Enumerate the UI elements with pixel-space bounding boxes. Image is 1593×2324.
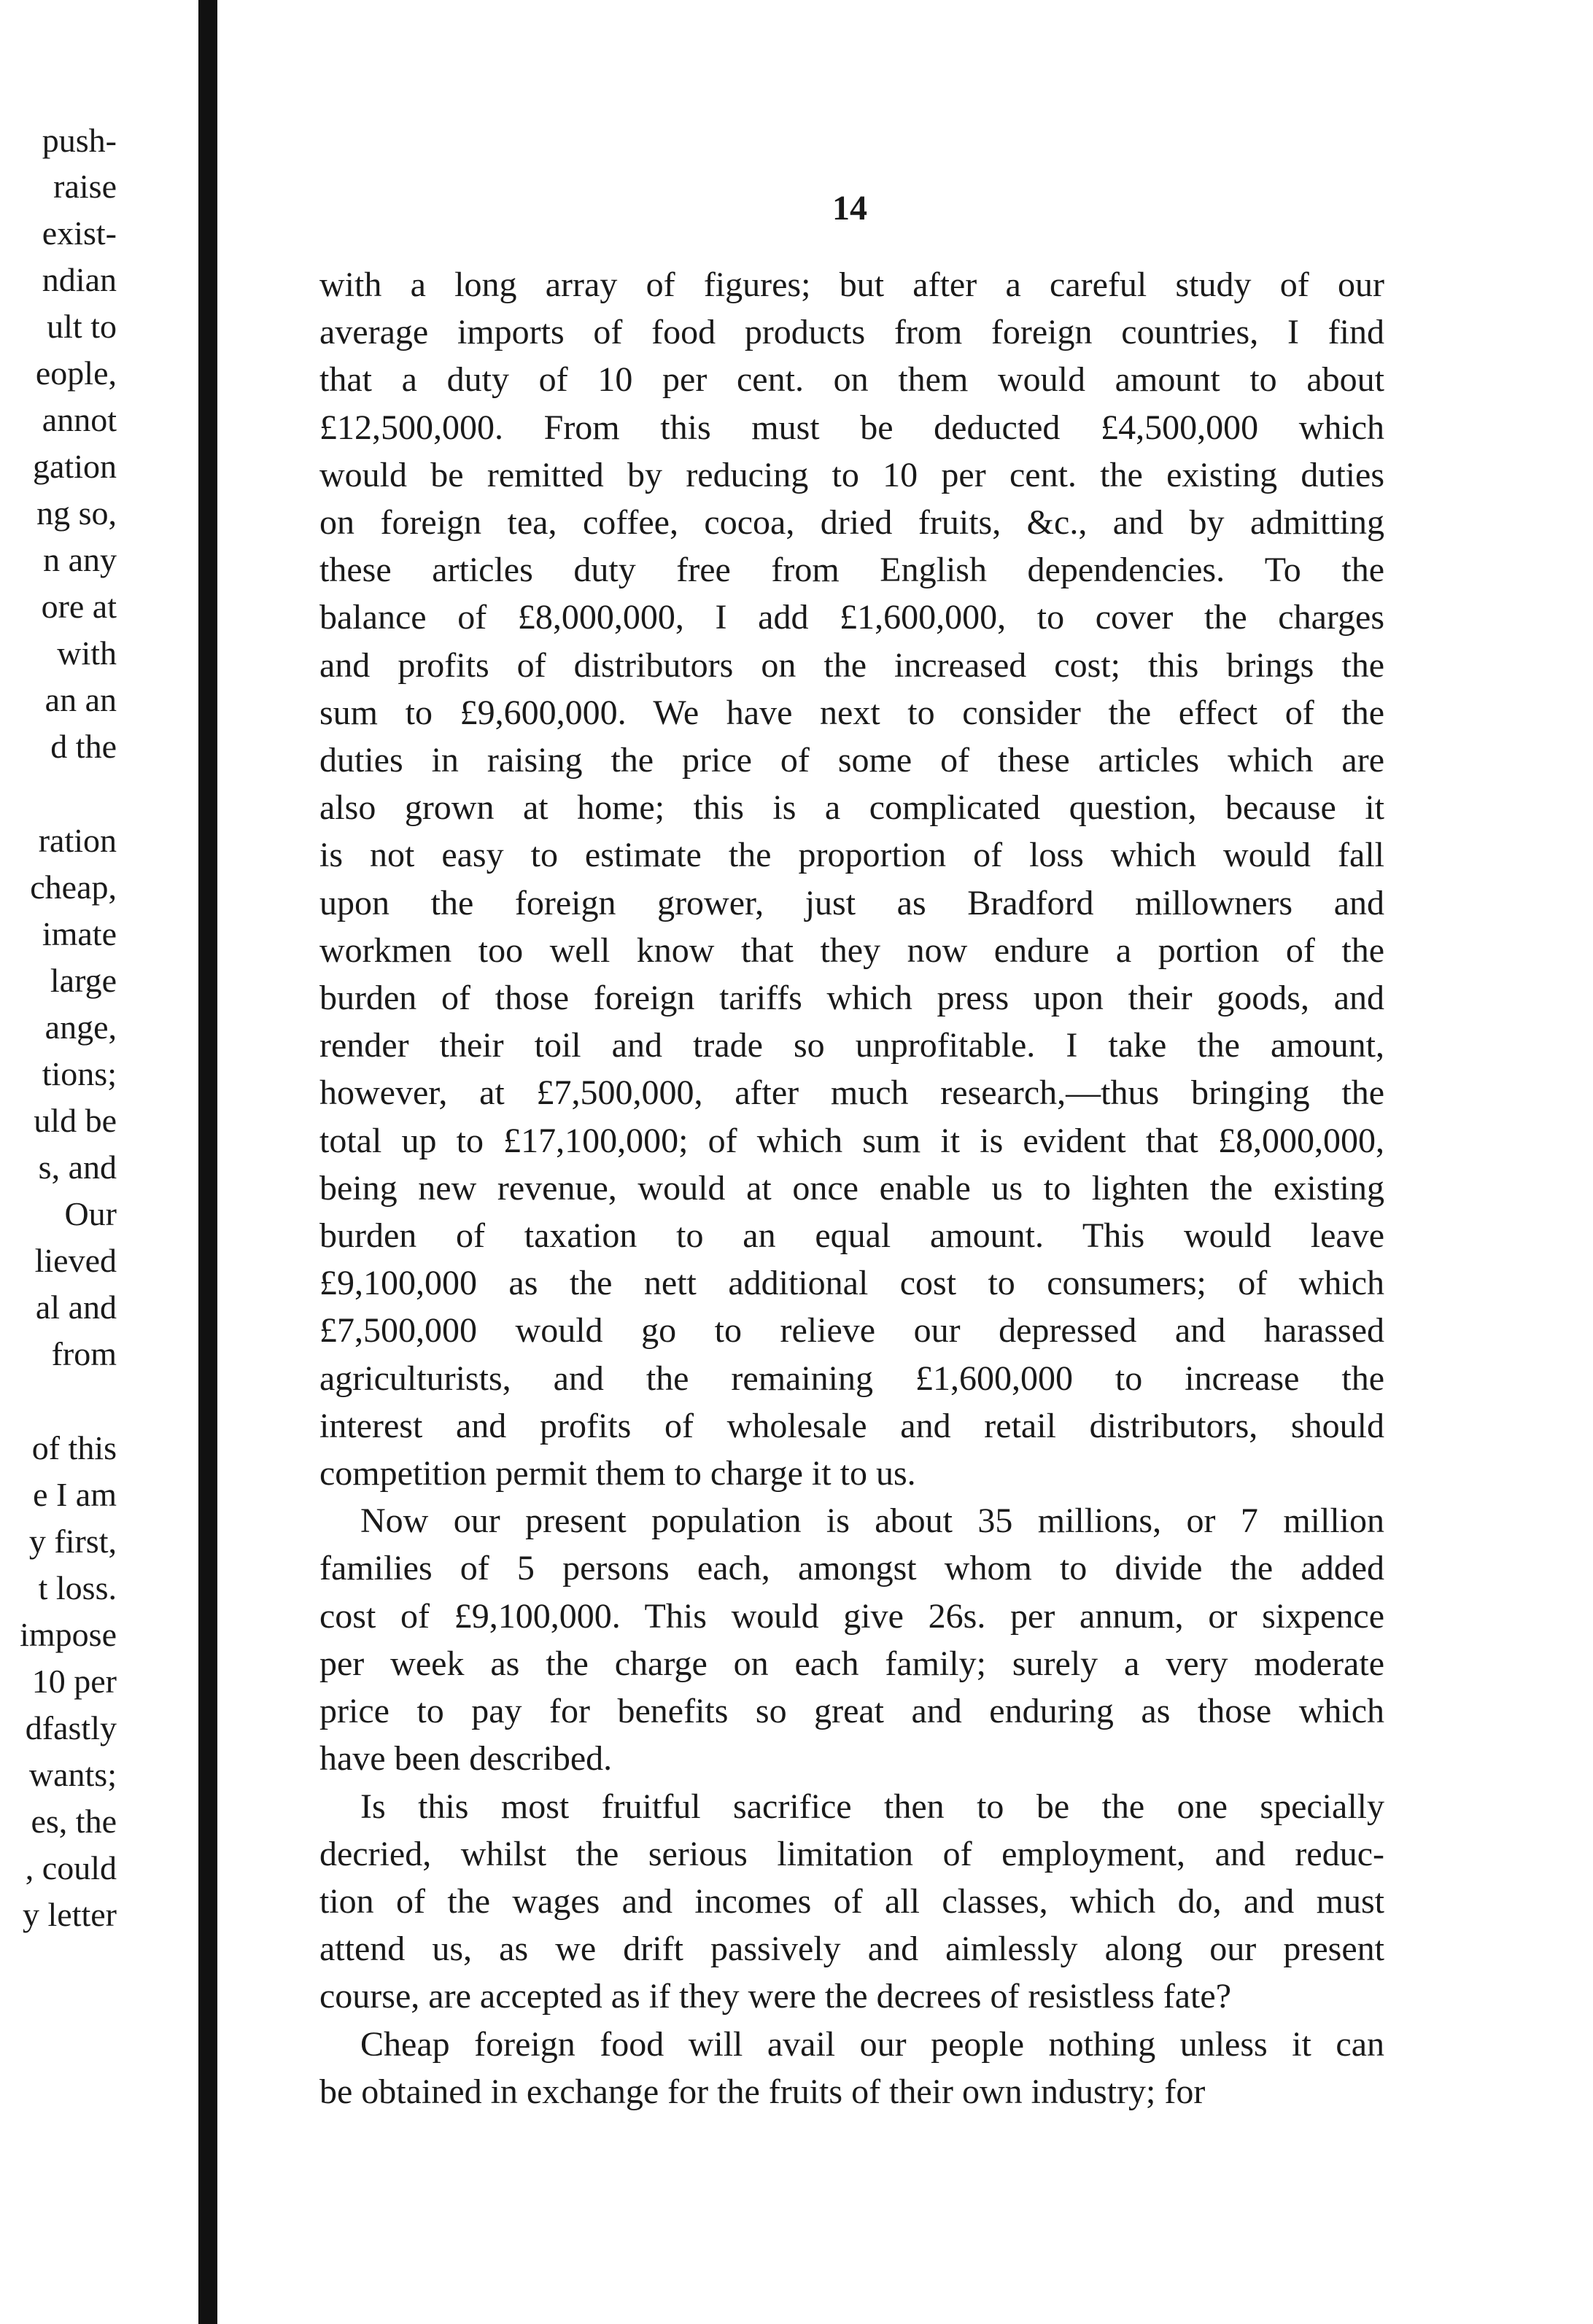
facing-page-line: tions; xyxy=(42,1055,117,1092)
text-line: and profits of distributors on the increased cost; this brings the xyxy=(319,645,1384,685)
text-line: total up to £17,100,000; of which sum it is evident that £8,000,000, xyxy=(319,1121,1384,1160)
text-line: cost of £9,100,000. This would give 26s. per annum, or sixpence xyxy=(319,1596,1384,1636)
text-line: price to pay for benefits so great and enduring as those which xyxy=(319,1692,1384,1731)
paragraph xyxy=(319,2021,1384,2115)
paragraph xyxy=(319,261,1384,1497)
text-line: render their toil and trade so unprofitable. I take the amount, xyxy=(319,1026,1384,1065)
facing-page-line: ration xyxy=(38,822,117,859)
text-line: balance of £8,000,000, I add £1,600,000, to cover the charges xyxy=(319,598,1384,637)
facing-page-line: eople, xyxy=(35,354,117,392)
text-line: £9,100,000 as the nett additional cost to consumers; of which xyxy=(319,1264,1384,1303)
text-line: Is this most fruitful sacrifice then to be the one specially xyxy=(360,1787,1384,1826)
text-line: course, are accepted as if they were the decrees of resistless fate? xyxy=(319,1977,1231,2016)
facing-page-line: e I am xyxy=(33,1476,117,1513)
facing-page-line: raise xyxy=(53,168,117,205)
facing-page-line: push- xyxy=(42,122,117,159)
page-gutter xyxy=(198,0,217,2324)
text-line: agriculturists, and the remaining £1,600,000 to increase the xyxy=(319,1359,1384,1398)
facing-page-line: gation xyxy=(33,448,117,485)
facing-page-line: from xyxy=(51,1335,117,1372)
text-line: families of 5 persons each, amongst whom to divide the added xyxy=(319,1549,1384,1588)
facing-page-line: exist- xyxy=(42,214,117,252)
text-line: these articles duty free from English dependencies. To the xyxy=(319,551,1384,590)
facing-page-line: of this xyxy=(31,1429,117,1466)
facing-page-line: imate xyxy=(42,915,117,952)
text-line: sum to £9,600,000. We have next to consider the effect of the xyxy=(319,693,1384,732)
paragraph xyxy=(319,1497,1384,1782)
text-line: average imports of food products from foreign countries, I find xyxy=(319,313,1384,352)
facing-page-line: with xyxy=(57,634,117,672)
text-line: upon the foreign grower, just as Bradford millowners and xyxy=(319,883,1384,922)
facing-page-line: uld be xyxy=(34,1102,117,1139)
text-line: interest and profits of wholesale and retail distributors, should xyxy=(319,1406,1384,1445)
facing-page-line: wants; xyxy=(28,1756,117,1793)
facing-page-line: ng so, xyxy=(36,494,117,532)
facing-page-line: ult to xyxy=(47,308,117,345)
facing-page-line: d the xyxy=(50,728,117,765)
text-line: duties in raising the price of some of these articles which are xyxy=(319,741,1384,780)
facing-page-line: ore at xyxy=(41,588,117,625)
text-line: with a long array of figures; but after a careful study of our xyxy=(319,265,1384,304)
text-line: however, at £7,500,000, after much research,—thus bringing the xyxy=(319,1073,1384,1113)
text-line: tion of the wages and incomes of all classes, which do, and must xyxy=(319,1881,1384,1921)
facing-page-line: dfastly xyxy=(25,1709,117,1746)
facing-page-line: t loss. xyxy=(38,1569,117,1606)
text-line: being new revenue, would at once enable us to lighten the existing xyxy=(319,1168,1384,1208)
facing-page-line: impose xyxy=(20,1616,117,1653)
facing-page-line: cheap, xyxy=(30,868,117,906)
text-line: have been described. xyxy=(319,1739,613,1779)
text-line: is not easy to estimate the proportion of loss which would fall xyxy=(319,836,1384,875)
text-line: burden of those foreign tariffs which press upon their goods, and xyxy=(319,979,1384,1018)
facing-page-line: al and xyxy=(35,1289,117,1326)
facing-page-line: ange, xyxy=(44,1009,117,1046)
text-line: Cheap foreign food will avail our people nothing unless it can xyxy=(360,2024,1384,2064)
text-line: workmen too well know that they now endure a portion of the xyxy=(319,930,1384,970)
facing-page-fragment xyxy=(0,0,197,2324)
text-line: be obtained in exchange for the fruits of their own industry; for xyxy=(319,2072,1206,2111)
facing-page-line: y first, xyxy=(28,1523,117,1560)
facing-page-line: Our xyxy=(64,1195,117,1232)
text-line: on foreign tea, coffee, cocoa, dried fruits, &c., and by admitting xyxy=(319,503,1384,543)
facing-page-line: y letter xyxy=(23,1896,117,1933)
facing-page-line: an an xyxy=(44,681,117,718)
text-line: would be remitted by reducing to 10 per cent. the existing duties xyxy=(319,455,1384,494)
text-line: also grown at home; this is a complicated question, because it xyxy=(319,788,1384,828)
text-line: that a duty of 10 per cent. on them would amount to about xyxy=(319,360,1384,400)
text-line: competition permit them to charge it to us. xyxy=(319,1454,916,1493)
facing-page-line: ndian xyxy=(42,261,117,298)
page-body xyxy=(319,261,1384,2115)
facing-page-line: s, and xyxy=(38,1149,117,1186)
paragraph xyxy=(319,1783,1384,2021)
text-line: £7,500,000 would go to relieve our depressed and harassed xyxy=(319,1311,1384,1351)
facing-page-line: n any xyxy=(43,541,117,578)
text-line: decried, whilst the serious limitation of employment, and reduc- xyxy=(319,1834,1384,1873)
page-number: 14 xyxy=(832,189,867,228)
facing-page-line: large xyxy=(50,962,117,999)
text-line: £12,500,000. From this must be deducted £4,500,000 which xyxy=(319,408,1384,447)
text-line: attend us, as we drift passively and aimlessly along our present xyxy=(319,1929,1384,1969)
facing-page-line: 10 per xyxy=(31,1663,117,1700)
facing-page-line: es, the xyxy=(31,1803,117,1840)
facing-page-line: annot xyxy=(42,401,117,438)
facing-page-line: lieved xyxy=(34,1242,117,1279)
facing-page-line: , could xyxy=(25,1849,117,1886)
text-line: per week as the charge on each family; surely a very moderate xyxy=(319,1644,1384,1683)
text-line: burden of taxation to an equal amount. This would leave xyxy=(319,1216,1384,1256)
text-line: Now our present population is about 35 millions, or 7 million xyxy=(360,1501,1384,1541)
